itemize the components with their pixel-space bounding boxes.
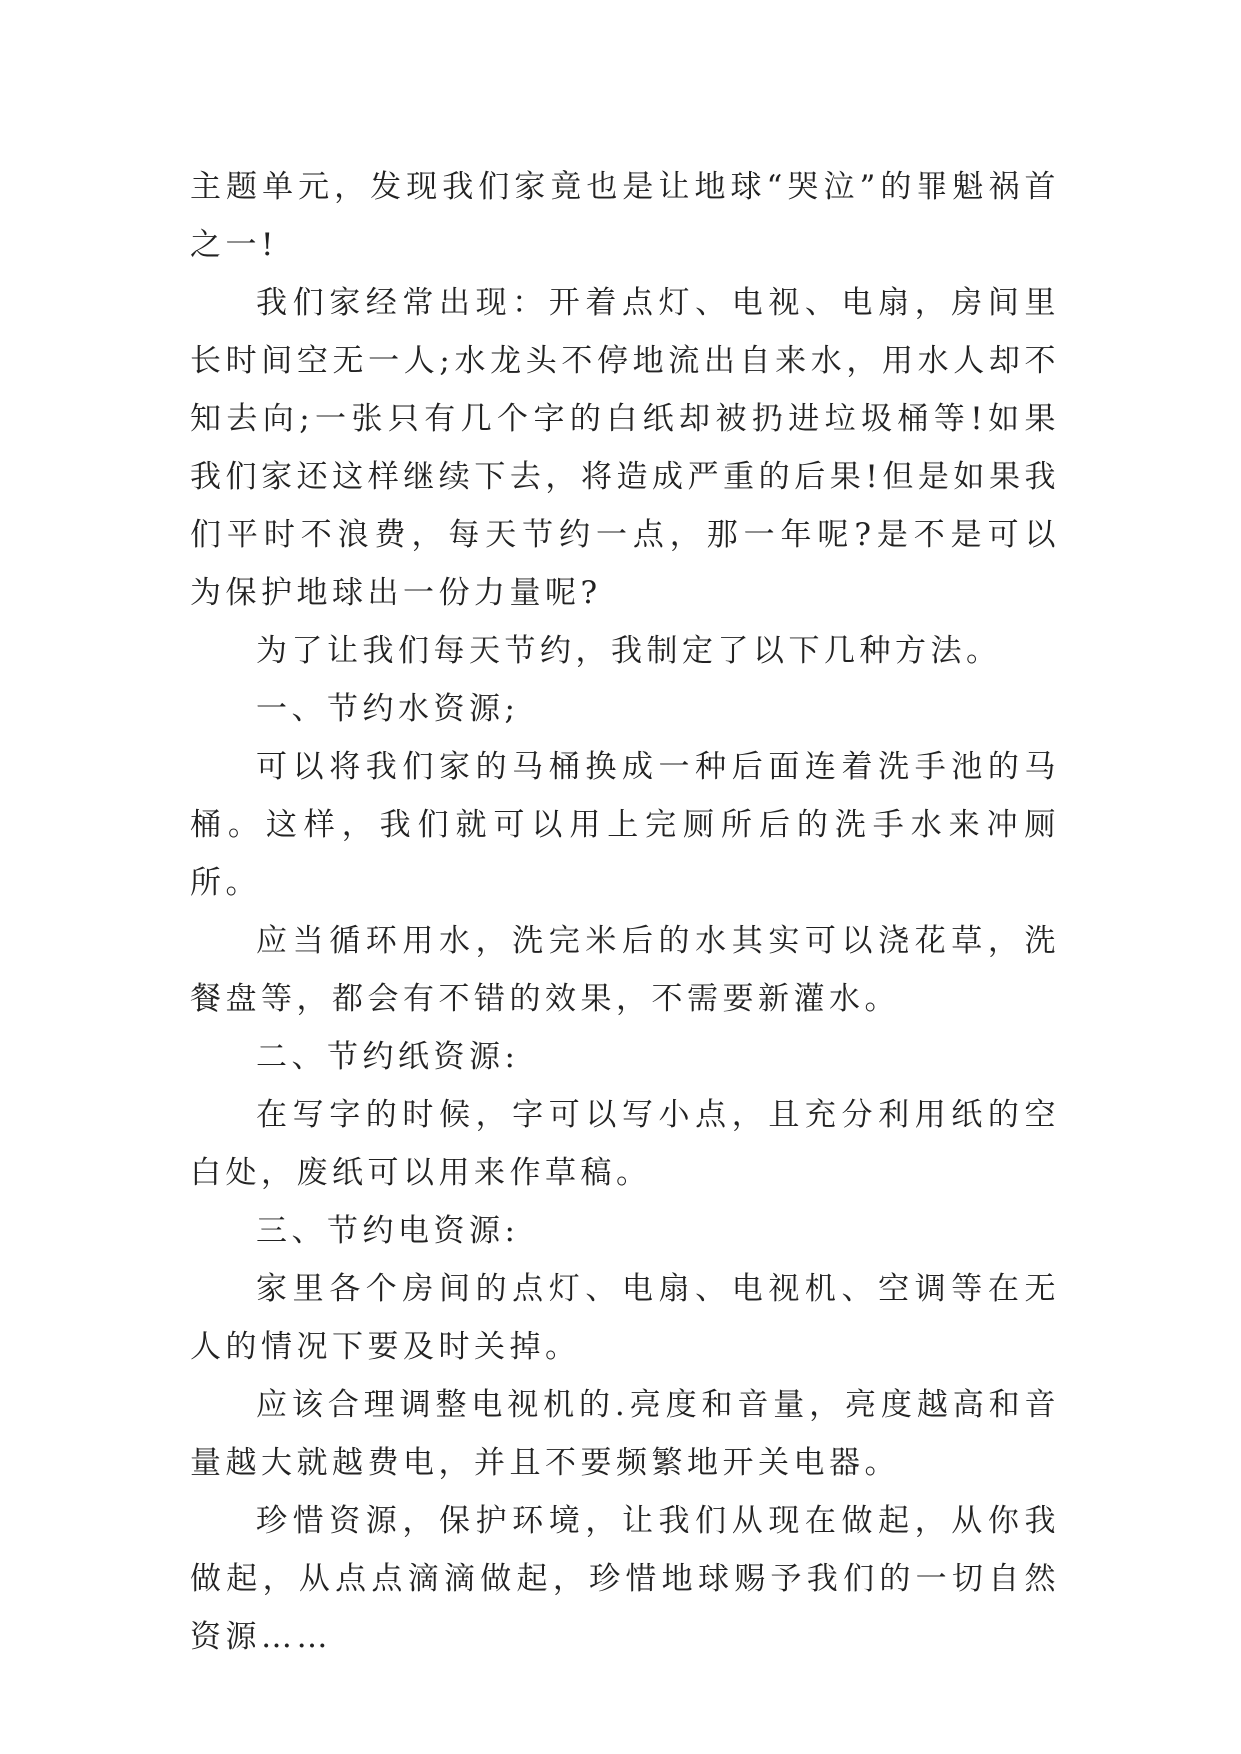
- heading-save-water: 一、节约水资源;: [256, 691, 520, 727]
- heading-save-electricity: 三、节约电资源:: [256, 1213, 520, 1249]
- paragraph-toilet: 可以将我们家的马桶换成一种后面连着洗手池的马桶。这样，我们就可以用上完厕所后的洗手水来冲厕所。: [190, 749, 1060, 901]
- paragraph-family-waste: 我们家经常出现：开着点灯、电视、电扇，房间里长时间空无一人;水龙头不停地流出自来水，用水人却不知去向;一张只有几个字的白纸却被扔进垃圾桶等!如果我们家还这样继续下去，将造成严重的后果!但是如果我们平时不浪费，每天节约一点，那一年呢?是不是可以为保护地球出一份力量呢?: [190, 285, 1060, 611]
- paragraph-conclusion: 珍惜资源，保护环境，让我们从现在做起，从你我做起，从点点滴滴做起，珍惜地球赐予我们的一切自然资源……: [190, 1503, 1060, 1655]
- paragraph-intro-continued: 主题单元，发现我们家竟也是让地球“哭泣”的罪魁祸首之一!: [190, 169, 1060, 263]
- paragraph-methods-intro: 为了让我们每天节约，我制定了以下几种方法。: [256, 633, 1002, 669]
- paragraph-tv-settings: 应该合理调整电视机的.亮度和音量，亮度越高和音量越大就越费电，并且不要频繁地开关电器。: [190, 1387, 1060, 1481]
- paragraph-turn-off: 家里各个房间的点灯、电扇、电视机、空调等在无人的情况下要及时关掉。: [190, 1271, 1060, 1365]
- paragraph-paper: 在写字的时候，字可以写小点，且充分利用纸的空白处，废纸可以用来作草稿。: [190, 1097, 1060, 1191]
- heading-save-paper: 二、节约纸资源:: [256, 1039, 520, 1075]
- document-body: [190, 158, 1060, 1666]
- paragraph-recycle-water: 应当循环用水，洗完米后的水其实可以浇花草，洗餐盘等，都会有不错的效果，不需要新灌水。: [190, 923, 1060, 1017]
